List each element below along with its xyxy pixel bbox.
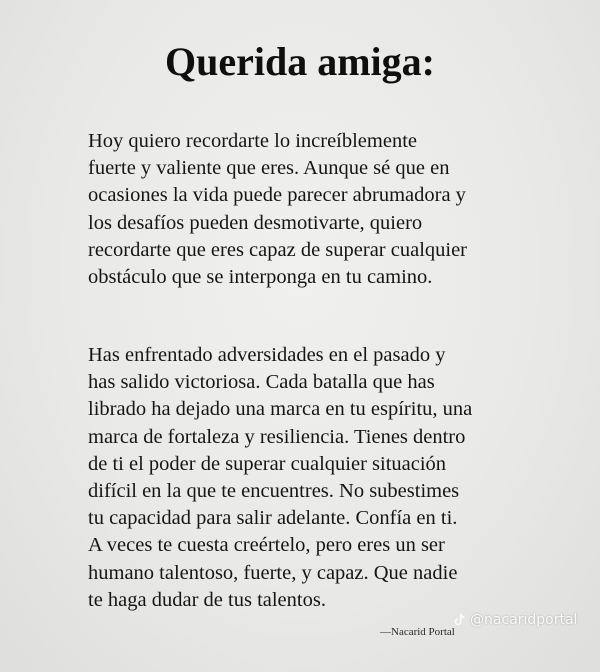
paragraph-2-line: difícil en la que te encuentres. No subestimes	[88, 480, 460, 503]
paragraph-1	[88, 128, 568, 291]
tiktok-icon	[452, 613, 466, 627]
paragraph-2-line: A veces te cuesta creértelo, pero eres un ser	[88, 534, 445, 557]
watermark-handle: @nacaridportal	[470, 612, 578, 628]
paragraph-1-line: recordarte que eres capaz de superar cualquier	[88, 238, 468, 261]
watermark	[452, 612, 577, 628]
signature: —Nacarid Portal	[380, 626, 455, 638]
paragraph-2-line: tu capacidad para salir adelante. Confía en ti.	[88, 507, 458, 530]
paragraph-2-line: marca de fortaleza y resiliencia. Tienes dentro	[88, 425, 466, 448]
paragraph-2-line: librado ha dejado una marca en tu espíritu, una	[88, 398, 473, 421]
paragraph-2	[88, 342, 568, 614]
paragraph-1-line: obstáculo que se interponga en tu camino.	[88, 266, 433, 289]
letter-title: Querida amiga:	[165, 39, 435, 84]
paragraph-2-line: Has enfrentado adversidades en el pasado y	[88, 344, 446, 366]
paragraph-1-line: ocasiones la vida puede parecer abrumadora y	[88, 184, 466, 207]
paragraph-2-line: te haga dudar de tus talentos.	[88, 588, 326, 611]
paragraph-2-line: de ti el poder de superar cualquier situación	[88, 452, 447, 475]
paragraph-1-line: fuerte y valiente que eres. Aunque sé que en	[88, 157, 450, 180]
paragraph-1-line: los desafíos pueden desmotivarte, quiero	[88, 211, 423, 234]
paragraph-1-line: Hoy quiero recordarte lo increíblemente	[88, 130, 417, 152]
paragraph-2-line: humano talentoso, fuerte, y capaz. Que nadie	[88, 561, 458, 584]
paragraph-2-line: has salido victoriosa. Cada batalla que has	[88, 371, 435, 394]
